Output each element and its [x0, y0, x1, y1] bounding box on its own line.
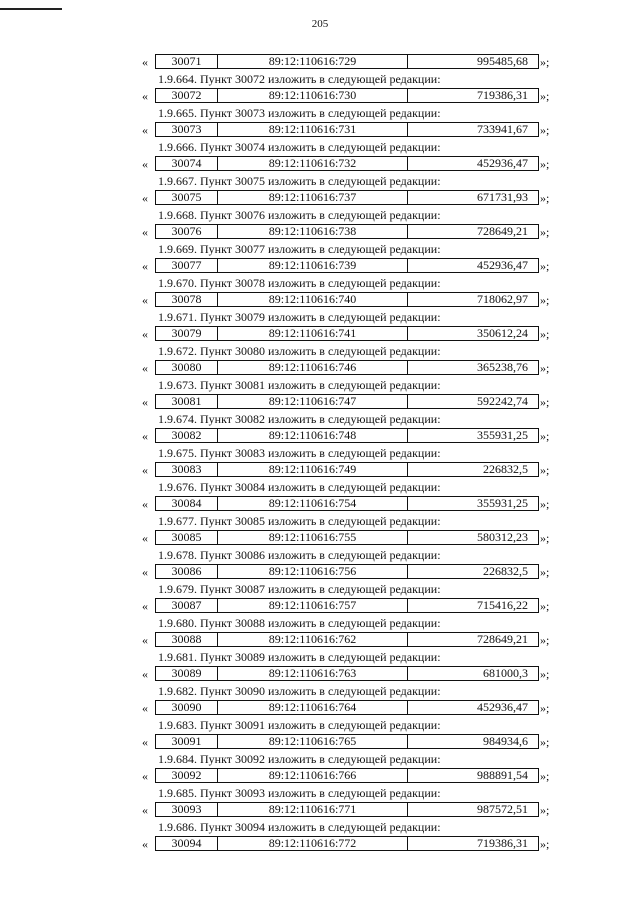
opening-quote: «: [142, 429, 148, 443]
amendment-block: [0, 800, 640, 834]
amendment-block: [0, 392, 640, 426]
table-row: [0, 52, 640, 72]
item-number-cell: 30078: [156, 293, 218, 306]
item-number-cell: 30086: [156, 565, 218, 578]
opening-quote: «: [142, 633, 148, 647]
closing-quote: »;: [540, 735, 550, 749]
table-row: [0, 426, 640, 446]
table-row: [0, 766, 640, 786]
cadastral-number-cell: 89:12:110616:730: [218, 89, 408, 102]
closing-quote: »;: [540, 327, 550, 341]
table-row-cells: [155, 836, 539, 851]
amendment-block: [0, 766, 640, 800]
table-row: [0, 596, 640, 616]
page-number: 205: [311, 18, 329, 30]
table-row-cells: [155, 530, 539, 545]
opening-quote: «: [142, 259, 148, 273]
closing-quote: »;: [540, 157, 550, 171]
corner-scan-mark: [0, 8, 62, 10]
opening-quote: «: [142, 123, 148, 137]
amendment-instruction: 1.9.675. Пункт 30083 изложить в следующей редакции:: [158, 446, 441, 460]
item-number-cell: 30092: [156, 769, 218, 782]
opening-quote: «: [142, 191, 148, 205]
cadastral-number-cell: 89:12:110616:732: [218, 157, 408, 170]
amendment-instruction: 1.9.667. Пункт 30075 изложить в следующей редакции:: [158, 174, 441, 188]
value-cell: 681000,3: [483, 667, 528, 680]
value-cell: 719386,31: [477, 837, 528, 850]
amendment-instruction: 1.9.665. Пункт 30073 изложить в следующей редакции:: [158, 106, 441, 120]
value-cell: 728649,21: [477, 225, 528, 238]
amendment-block: [0, 596, 640, 630]
table-row: [0, 494, 640, 514]
cadastral-number-cell: 89:12:110616:762: [218, 633, 408, 646]
amendment-block: [0, 188, 640, 222]
value-cell: 350612,24: [477, 327, 528, 340]
amendment-instruction: 1.9.684. Пункт 30092 изложить в следующей редакции:: [158, 752, 441, 766]
value-cell: 226832,5: [483, 463, 528, 476]
value-cell: 987572,51: [477, 803, 528, 816]
table-row: [0, 630, 640, 650]
amendment-block: [0, 256, 640, 290]
value-cell: 984934,6: [483, 735, 528, 748]
amendment-block: [0, 290, 640, 324]
amendment-instruction: 1.9.678. Пункт 30086 изложить в следующей редакции:: [158, 548, 441, 562]
table-row-cells: [155, 190, 539, 205]
value-cell: 452936,47: [477, 157, 528, 170]
table-row-cells: [155, 768, 539, 783]
cadastral-number-cell: 89:12:110616:738: [218, 225, 408, 238]
item-number-cell: 30076: [156, 225, 218, 238]
amendment-block: [0, 494, 640, 528]
amendment-instruction: 1.9.677. Пункт 30085 изложить в следующей редакции:: [158, 514, 441, 528]
item-number-cell: 30079: [156, 327, 218, 340]
item-number-cell: 30081: [156, 395, 218, 408]
cadastral-number-cell: 89:12:110616:763: [218, 667, 408, 680]
opening-quote: «: [142, 463, 148, 477]
cadastral-number-cell: 89:12:110616:740: [218, 293, 408, 306]
amendment-block: [0, 664, 640, 698]
table-row: [0, 562, 640, 582]
closing-quote: »;: [540, 191, 550, 205]
opening-quote: «: [142, 497, 148, 511]
amendment-block: [0, 732, 640, 766]
amendment-block: [0, 630, 640, 664]
opening-quote: «: [142, 735, 148, 749]
closing-quote: »;: [540, 667, 550, 681]
amendment-instruction: 1.9.674. Пункт 30082 изложить в следующей редакции:: [158, 412, 441, 426]
amendment-instruction: 1.9.681. Пункт 30089 изложить в следующей редакции:: [158, 650, 441, 664]
value-cell: 719386,31: [477, 89, 528, 102]
table-row-cells: [155, 428, 539, 443]
opening-quote: «: [142, 157, 148, 171]
cadastral-number-cell: 89:12:110616:755: [218, 531, 408, 544]
opening-quote: «: [142, 565, 148, 579]
cadastral-number-cell: 89:12:110616:764: [218, 701, 408, 714]
item-number-cell: 30077: [156, 259, 218, 272]
table-row: [0, 392, 640, 412]
table-row: [0, 86, 640, 106]
closing-quote: »;: [540, 463, 550, 477]
cadastral-number-cell: 89:12:110616:757: [218, 599, 408, 612]
opening-quote: «: [142, 599, 148, 613]
amendment-block: [0, 358, 640, 392]
closing-quote: »;: [540, 803, 550, 817]
item-number-cell: 30071: [156, 55, 218, 68]
amendment-block: [0, 86, 640, 120]
closing-quote: »;: [540, 497, 550, 511]
cadastral-number-cell: 89:12:110616:731: [218, 123, 408, 136]
closing-quote: »;: [540, 599, 550, 613]
amendment-instruction: 1.9.668. Пункт 30076 изложить в следующей редакции:: [158, 208, 441, 222]
item-number-cell: 30091: [156, 735, 218, 748]
table-row-cells: [155, 802, 539, 817]
closing-quote: »;: [540, 633, 550, 647]
table-row-cells: [155, 496, 539, 511]
amendment-block: [0, 154, 640, 188]
opening-quote: «: [142, 89, 148, 103]
table-row: [0, 324, 640, 344]
cadastral-number-cell: 89:12:110616:737: [218, 191, 408, 204]
cadastral-number-cell: 89:12:110616:772: [218, 837, 408, 850]
amendment-instruction: 1.9.680. Пункт 30088 изложить в следующей редакции:: [158, 616, 441, 630]
item-number-cell: 30088: [156, 633, 218, 646]
opening-quote: «: [142, 769, 148, 783]
closing-quote: »;: [540, 89, 550, 103]
closing-quote: »;: [540, 531, 550, 545]
amendment-block: [0, 528, 640, 562]
closing-quote: »;: [540, 429, 550, 443]
item-number-cell: 30073: [156, 123, 218, 136]
closing-quote: »;: [540, 293, 550, 307]
closing-quote: »;: [540, 701, 550, 715]
cadastral-number-cell: 89:12:110616:729: [218, 55, 408, 68]
value-cell: 452936,47: [477, 701, 528, 714]
table-row: [0, 188, 640, 208]
value-cell: 733941,67: [477, 123, 528, 136]
value-cell: 355931,25: [477, 429, 528, 442]
opening-quote: «: [142, 327, 148, 341]
closing-quote: »;: [540, 837, 550, 851]
amendment-instruction: 1.9.669. Пункт 30077 изложить в следующей редакции:: [158, 242, 441, 256]
item-number-cell: 30087: [156, 599, 218, 612]
cadastral-number-cell: 89:12:110616:766: [218, 769, 408, 782]
amendment-instruction: 1.9.679. Пункт 30087 изложить в следующей редакции:: [158, 582, 441, 596]
value-cell: 671731,93: [477, 191, 528, 204]
item-number-cell: 30072: [156, 89, 218, 102]
amendment-block: [0, 834, 640, 854]
amendment-instruction: 1.9.666. Пункт 30074 изложить в следующей редакции:: [158, 140, 441, 154]
closing-quote: »;: [540, 123, 550, 137]
table-row-cells: [155, 462, 539, 477]
table-row-cells: [155, 734, 539, 749]
table-row: [0, 290, 640, 310]
opening-quote: «: [142, 361, 148, 375]
cadastral-number-cell: 89:12:110616:771: [218, 803, 408, 816]
item-number-cell: 30075: [156, 191, 218, 204]
cadastral-number-cell: 89:12:110616:747: [218, 395, 408, 408]
item-number-cell: 30089: [156, 667, 218, 680]
opening-quote: «: [142, 293, 148, 307]
value-cell: 365238,76: [477, 361, 528, 374]
item-number-cell: 30083: [156, 463, 218, 476]
amendment-instruction: 1.9.683. Пункт 30091 изложить в следующей редакции:: [158, 718, 441, 732]
closing-quote: »;: [540, 395, 550, 409]
table-row: [0, 460, 640, 480]
table-row: [0, 698, 640, 718]
item-number-cell: 30082: [156, 429, 218, 442]
table-row-cells: [155, 326, 539, 341]
table-row: [0, 664, 640, 684]
amendment-block: [0, 460, 640, 494]
item-number-cell: 30093: [156, 803, 218, 816]
opening-quote: «: [142, 55, 148, 69]
table-row-cells: [155, 156, 539, 171]
cadastral-number-cell: 89:12:110616:754: [218, 497, 408, 510]
table-row: [0, 800, 640, 820]
amendment-block: [0, 562, 640, 596]
table-row: [0, 358, 640, 378]
table-row-cells: [155, 292, 539, 307]
value-cell: 718062,97: [477, 293, 528, 306]
value-cell: 580312,23: [477, 531, 528, 544]
item-number-cell: 30090: [156, 701, 218, 714]
table-row: [0, 834, 640, 854]
table-row: [0, 120, 640, 140]
value-cell: 988891,54: [477, 769, 528, 782]
table-row: [0, 256, 640, 276]
cadastral-number-cell: 89:12:110616:746: [218, 361, 408, 374]
cadastral-number-cell: 89:12:110616:741: [218, 327, 408, 340]
opening-quote: «: [142, 531, 148, 545]
document-body: [0, 52, 640, 854]
amendment-block: [0, 426, 640, 460]
closing-quote: »;: [540, 225, 550, 239]
item-number-cell: 30084: [156, 497, 218, 510]
item-number-cell: 30080: [156, 361, 218, 374]
table-row-cells: [155, 632, 539, 647]
amendment-instruction: 1.9.670. Пункт 30078 изложить в следующей редакции:: [158, 276, 441, 290]
amendment-instruction: 1.9.664. Пункт 30072 изложить в следующей редакции:: [158, 72, 441, 86]
cadastral-number-cell: 89:12:110616:748: [218, 429, 408, 442]
opening-quote: «: [142, 701, 148, 715]
amendment-instruction: 1.9.682. Пункт 30090 изложить в следующей редакции:: [158, 684, 441, 698]
table-row: [0, 154, 640, 174]
opening-quote: «: [142, 667, 148, 681]
item-number-cell: 30085: [156, 531, 218, 544]
table-row-cells: [155, 394, 539, 409]
amendment-instruction: 1.9.676. Пункт 30084 изложить в следующей редакции:: [158, 480, 441, 494]
table-row: [0, 222, 640, 242]
item-number-cell: 30074: [156, 157, 218, 170]
table-row-cells: [155, 666, 539, 681]
amendment-instruction: 1.9.673. Пункт 30081 изложить в следующей редакции:: [158, 378, 441, 392]
item-number-cell: 30094: [156, 837, 218, 850]
amendment-block: [0, 324, 640, 358]
table-row-cells: [155, 360, 539, 375]
value-cell: 715416,22: [477, 599, 528, 612]
value-cell: 452936,47: [477, 259, 528, 272]
closing-quote: »;: [540, 55, 550, 69]
opening-quote: «: [142, 803, 148, 817]
value-cell: 995485,68: [477, 55, 528, 68]
amendment-instruction: 1.9.685. Пункт 30093 изложить в следующей редакции:: [158, 786, 441, 800]
table-row: [0, 528, 640, 548]
amendment-block: [0, 52, 640, 86]
opening-quote: «: [142, 837, 148, 851]
table-row-cells: [155, 122, 539, 137]
table-row-cells: [155, 564, 539, 579]
closing-quote: »;: [540, 259, 550, 273]
closing-quote: »;: [540, 361, 550, 375]
cadastral-number-cell: 89:12:110616:756: [218, 565, 408, 578]
cadastral-number-cell: 89:12:110616:765: [218, 735, 408, 748]
table-row-cells: [155, 258, 539, 273]
value-cell: 355931,25: [477, 497, 528, 510]
table-row-cells: [155, 54, 539, 69]
amendment-instruction: 1.9.672. Пункт 30080 изложить в следующей редакции:: [158, 344, 441, 358]
amendment-block: [0, 222, 640, 256]
value-cell: 728649,21: [477, 633, 528, 646]
table-row: [0, 732, 640, 752]
table-row-cells: [155, 88, 539, 103]
table-row-cells: [155, 700, 539, 715]
opening-quote: «: [142, 395, 148, 409]
value-cell: 592242,74: [477, 395, 528, 408]
value-cell: 226832,5: [483, 565, 528, 578]
table-row-cells: [155, 598, 539, 613]
cadastral-number-cell: 89:12:110616:749: [218, 463, 408, 476]
amendment-block: [0, 698, 640, 732]
closing-quote: »;: [540, 565, 550, 579]
amendment-block: [0, 120, 640, 154]
table-row-cells: [155, 224, 539, 239]
cadastral-number-cell: 89:12:110616:739: [218, 259, 408, 272]
opening-quote: «: [142, 225, 148, 239]
amendment-instruction: 1.9.686. Пункт 30094 изложить в следующей редакции:: [158, 820, 441, 834]
closing-quote: »;: [540, 769, 550, 783]
amendment-instruction: 1.9.671. Пункт 30079 изложить в следующей редакции:: [158, 310, 441, 324]
